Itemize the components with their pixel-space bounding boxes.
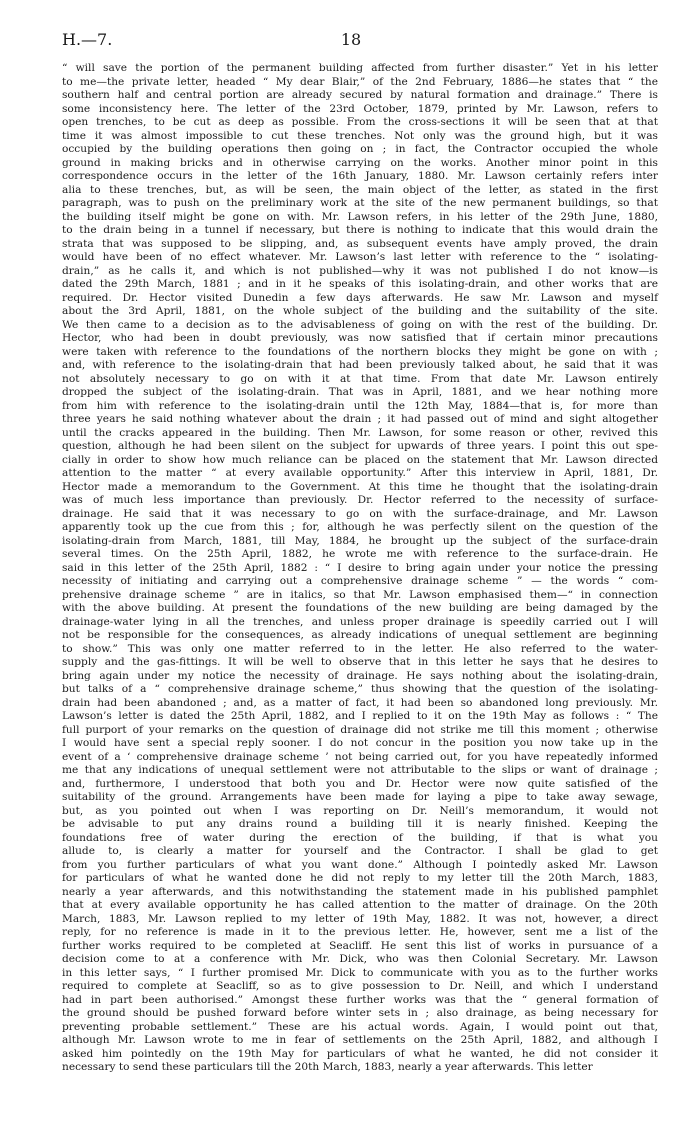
text-line: and, furthermore, I understood that both you and Dr. Hector were now quite satisfied of the [62, 777, 658, 790]
text-line: asked him pointedly on the 19th May for particulars of what he wanted, he did not consider it [62, 1047, 658, 1060]
text-line: drain,” as he calls it, and which is not published—why it was not published I do not know—is [62, 264, 658, 277]
text-line: from you further particulars of what you want done.” Although I pointedly asked Mr. Lawson [62, 858, 658, 871]
text-line: We then came to a decision as to the advisableness of going on with the rest of the building. Dr. [62, 318, 658, 331]
text-line: not absolutely necessary to go on with it at that time. From that date Mr. Lawson entirely [62, 372, 658, 385]
text-line: suitability of the ground. Arrangements have been made for laying a pipe to take away sewage, [62, 791, 658, 803]
text-line: full purport of your remarks on the question of drainage did not strike me till this moment ; otherwise [62, 723, 658, 736]
text-line: further works required to be completed at Seacliff. He sent this list of works in pursuance of a [62, 939, 658, 952]
text-line: event of a ‘ comprehensive drainage scheme ’ not being carried out, for you have repeatedly informed [62, 750, 658, 763]
text-line: required to complete at Seacliff, so as to give possession to Dr. Neill, and which I understand [62, 980, 658, 992]
text-line: southern half and central portion are already secured by natural formation and drainage.” There is [62, 89, 658, 101]
text-line: to show.” This was only one matter referred to in the letter. He also referred to the water- [62, 642, 658, 655]
text-line: were taken with reference to the foundations of the northern blocks they might be gone on with ; [62, 345, 658, 358]
text-line: alia to these trenches, but, as will be seen, the main object of the letter, as stated in the first [62, 183, 658, 196]
text-line: preventing probable settlement.” These are his actual words. Again, I would point out that, [62, 1020, 658, 1033]
text-line: paragraph, was to push on the preliminary work at the site of the new permanent buildings, so that [62, 197, 658, 209]
text-line: with the above building. At present the foundations of the new building are being damaged by the [62, 602, 658, 614]
section-reference: H.—7. [62, 30, 113, 49]
text-line: and, with reference to the isolating-drain that had been previously talked about, he said that it was [62, 359, 658, 371]
text-line: had in part been authorised.” Amongst these further works was that the “ general formation of [62, 993, 658, 1006]
text-line: Hector made a memorandum to the Government. At this time he thought that the isolating-drain [62, 480, 658, 493]
text-line: ground in making bricks and in otherwise carrying on the works. Another minor point in this [62, 156, 658, 169]
text-line: several times. On the 25th April, 1882, he wrote me with reference to the surface-drain. He [62, 548, 658, 560]
text-line: was of much less importance than previously. Dr. Hector referred to the necessity of surface- [62, 494, 658, 506]
page-header [62, 30, 640, 50]
text-line: correspondence occurs in the letter of the 16th January, 1880. Mr. Lawson certainly refers inter [62, 170, 658, 182]
text-line: about the 3rd April, 1881, on the whole subject of the building and the suitability of the site. [62, 305, 658, 317]
text-line: nearly a year afterwards, and this notwithstanding the statement made in his published pamphlet [62, 885, 658, 898]
text-line: drain had been abandoned ; and, as a matter of fact, it had been so abandoned long previously. Mr. [62, 696, 658, 709]
text-line: said in this letter of the 25th April, 1882 : “ I desire to bring again under your notice the pressing [62, 561, 658, 574]
text-line: bring again under my notice the necessity of drainage. He says nothing about the isolating-drain, [62, 669, 658, 682]
text-line: the ground should be pushed forward before winter sets in ; also drainage, as being necessary for [62, 1007, 658, 1019]
text-line: “ will save the portion of the permanent building affected from further disaster.” Yet in his letter [62, 62, 658, 74]
text-line: reply, for no reference is made in it to the previous letter. He, however, sent me a list of the [62, 926, 658, 938]
text-line: Lawson’s letter is dated the 25th April, 1882, and I replied to it on the 19th May as follows : “ The [62, 710, 658, 722]
text-line: that at every available opportunity he has called attention to the matter of drainage. On the 20th [62, 899, 658, 911]
text-line: to the drain being in a tunnel if necessary, but there is nothing to indicate that this would drain the [62, 224, 658, 236]
text-line: although Mr. Lawson wrote to me in fear of settlements on the 25th April, 1882, and although I [62, 1034, 658, 1046]
text-line: dropped the subject of the isolating-drain. That was in April, 1881, and we hear nothing more [62, 386, 658, 398]
text-line: prehensive drainage scheme ” are in italics, so that Mr. Lawson emphasised them—“ in connection [62, 588, 658, 601]
text-line: for particulars of what he wanted done he did not reply to my letter till the 20th March, 1883, [62, 872, 658, 884]
text-line: occupied by the building operations then going on ; in fact, the Contractor occupied the whole [62, 143, 658, 155]
text-line: supply and the gas-fittings. It will be well to observe that in this letter he says that he desires to [62, 656, 658, 668]
text-line: apparently took up the cue from this ; for, although he was perfectly silent on the question of the [62, 521, 658, 533]
text-line: attention to the matter “ at every available opportunity.” After this interview in April, 1881, Dr. [62, 467, 658, 479]
text-line: the building itself might be gone on with. Mr. Lawson refers, in his letter of the 29th June, 1880, [62, 210, 658, 223]
text-line: me that any indications of unequal settlement were not attributable to the slips or want of drainage ; [62, 764, 658, 776]
text-line: from him with reference to the isolating-drain until the 12th May, 1884—that is, for more than [62, 399, 658, 412]
text-line: March, 1883, Mr. Lawson replied to my letter of 19th May, 1882. It was not, however, a direct [62, 912, 658, 925]
text-line: Hector, who had been in doubt previously, was now satisfied that if certain minor precautions [62, 332, 658, 344]
text-line: open trenches, to be cut as deep as possible. From the cross-sections it will be seen that at that [62, 116, 658, 128]
text-line: until the cracks appeared in the building. Then Mr. Lawson, for some reason or other, revived this [62, 426, 658, 439]
text-line: but talks of a “ comprehensive drainage scheme,” thus showing that the question of the isolating- [62, 683, 658, 695]
text-line: necessity of initiating and carrying out a comprehensive drainage scheme ” — the words “ com- [62, 575, 658, 587]
text-line: three years he said nothing whatever about the drain ; it had passed out of mind and sight altogether [62, 413, 658, 425]
text-line: I would have sent a special reply sooner. I do not concur in the position you now take up in the [62, 737, 658, 749]
text-line: to me—the private letter, headed “ My dear Blair,” of the 2nd February, 1886—he states that “ the [62, 75, 658, 88]
text-line: not be responsible for the consequences, as already indications of unequal settlement are beginning [62, 629, 658, 641]
text-line: drainage. He said that it was necessary to go on with the surface-drainage, and Mr. Lawson [62, 507, 658, 520]
text-line: but, as you pointed out when I was reporting on Dr. Neill’s memorandum, it would not [62, 804, 658, 817]
text-line: decision come to at a conference with Mr. Dick, who was then Colonial Secretary. Mr. Lawson [62, 953, 658, 965]
page-number: 18 [340, 30, 362, 49]
text-line: isolating-drain from March, 1881, till May, 1884, he brought up the subject of the surface-drain [62, 534, 658, 547]
text-line: some inconsistency here. The letter of the 23rd October, 1879, printed by Mr. Lawson, refers to [62, 102, 658, 115]
text-line: required. Dr. Hector visited Dunedin a few days afterwards. He saw Mr. Lawson and myself [62, 291, 658, 304]
text-line: dated the 29th March, 1881 ; and in it he speaks of this isolating-drain, and other works that are [62, 278, 658, 290]
text-line: drainage-water lying in all the trenches, and unless proper drainage is speedily carried out I will [62, 615, 658, 628]
text-line: question, although he had been silent on the subject for upwards of three years. I point this out spe- [62, 440, 658, 452]
text-line: in this letter says, “ I further promised Mr. Dick to communicate with you as to the further works [62, 966, 658, 979]
text-line: strata that was supposed to be slipping, and, as subsequent events have amply proved, the drain [62, 237, 658, 250]
text-line: be advisable to put any drains round a building till it is nearly finished. Keeping the [62, 818, 658, 830]
text-line: foundations free of water during the erection of the building, if that is what you [62, 831, 658, 844]
text-line: allude to, is clearly a matter for yourself and the Contractor. I shall be glad to get [62, 845, 658, 857]
text-line: would have been of no effect whatever. Mr. Lawson’s last letter with reference to the “ isolating- [62, 251, 658, 263]
text-line: cially in order to show how much reliance can be placed on the statement that Mr. Lawson directed [62, 453, 658, 466]
body-text [62, 62, 658, 1075]
text-line: time it was almost impossible to cut these trenches. Not only was the ground high, but it was [62, 129, 658, 142]
text-line: necessary to send these particulars till the 20th March, 1883, nearly a year afterwards. This letter [62, 1061, 593, 1073]
